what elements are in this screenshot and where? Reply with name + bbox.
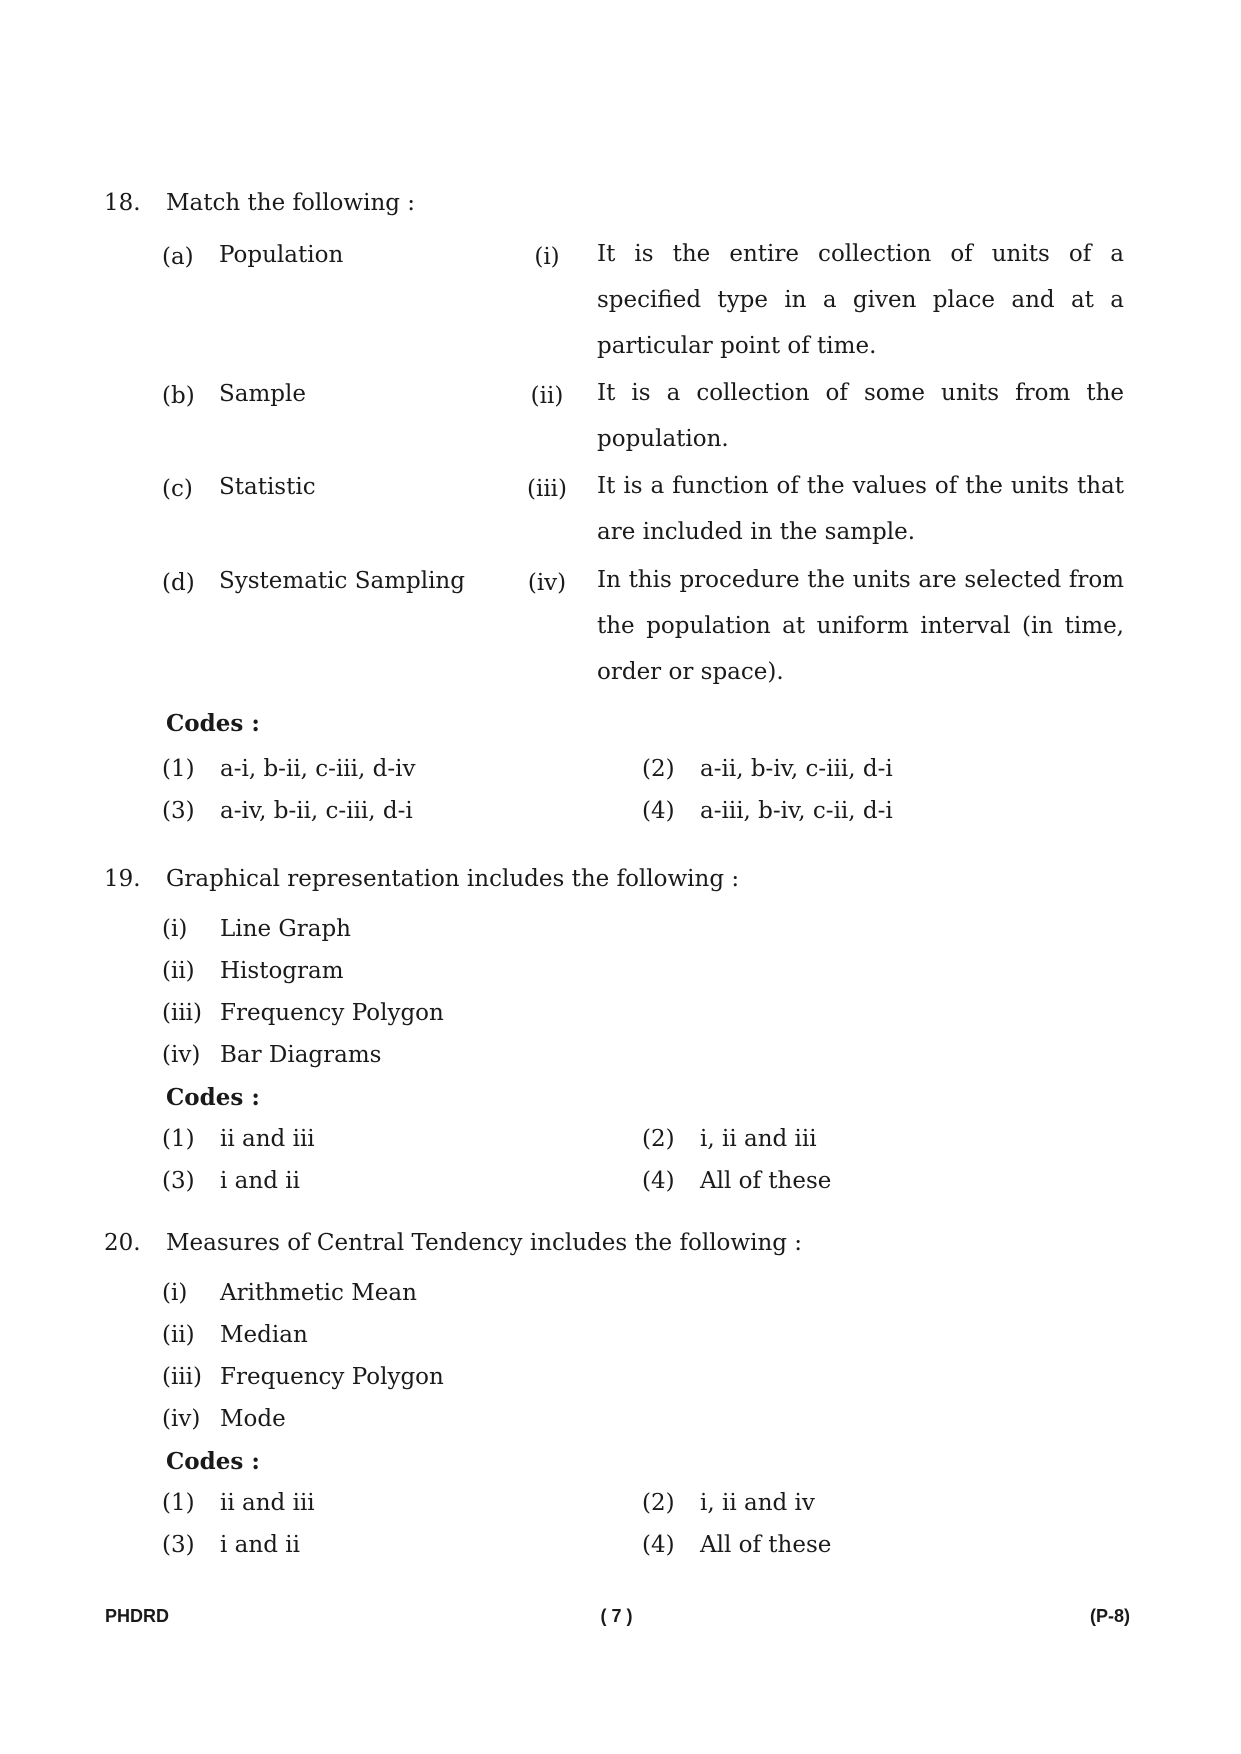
item-text: Line Graph (220, 916, 351, 942)
option-number: (2) (642, 1490, 675, 1516)
item-number: (iii) (162, 1364, 203, 1390)
option-text: ii and iii (220, 1490, 315, 1516)
match-letter: (b) (162, 383, 195, 409)
option-number: (2) (642, 1126, 675, 1152)
item-text: Frequency Polygon (220, 1364, 444, 1390)
match-roman: (ii) (530, 383, 564, 409)
option-text: ii and iii (220, 1126, 315, 1152)
option-number: (4) (642, 1168, 675, 1194)
question-text: Graphical representation includes the following : (166, 866, 740, 892)
match-roman: (iv) (527, 570, 567, 596)
item-number: (iv) (162, 1406, 201, 1432)
match-letter: (d) (162, 570, 195, 596)
item-number: (iii) (162, 1000, 203, 1026)
question-number: 20. (104, 1230, 141, 1256)
option-number: (1) (162, 1126, 195, 1152)
match-definition: It is a collection of some units from the population. (597, 380, 1124, 452)
option-text: i, ii and iii (700, 1126, 817, 1152)
option-number: (1) (162, 1490, 195, 1516)
match-roman: (iii) (526, 476, 567, 502)
item-number: (iv) (162, 1042, 201, 1068)
item-text: Median (220, 1322, 308, 1348)
match-letter: (c) (162, 476, 193, 502)
footer-code: PHDRD (105, 1606, 170, 1626)
option-text: a-iii, b-iv, c-ii, d-i (700, 798, 893, 824)
option-number: (3) (162, 1168, 195, 1194)
question-number: 19. (104, 866, 141, 892)
item-text: Arithmetic Mean (220, 1280, 417, 1306)
option-text: a-i, b-ii, c-iii, d-iv (220, 756, 416, 782)
match-letter: (a) (162, 244, 194, 270)
question-text: Match the following : (166, 190, 416, 216)
option-text: All of these (700, 1532, 832, 1558)
page-number: ( 7 ) (600, 1606, 633, 1626)
match-definition: It is a function of the values of the units that are included in the sample. (597, 473, 1124, 545)
match-definition: It is the entire collection of units of a specified type in a given place and at a particular point of time. (597, 241, 1124, 359)
match-term: Population (219, 242, 344, 268)
item-number: (i) (162, 1280, 188, 1306)
item-text: Histogram (220, 958, 344, 984)
codes-label: Codes : (166, 710, 260, 737)
match-term: Systematic Sampling (219, 568, 465, 594)
footer-series: (P-8) (1090, 1606, 1130, 1626)
option-text: i, ii and iv (700, 1490, 815, 1516)
item-number: (ii) (162, 1322, 195, 1348)
item-number: (i) (162, 916, 188, 942)
option-number: (2) (642, 756, 675, 782)
match-definition: In this procedure the units are selected from the population at uniform interval (in time, order or space). (597, 567, 1124, 685)
option-number: (3) (162, 1532, 195, 1558)
option-text: a-iv, b-ii, c-iii, d-i (220, 798, 413, 824)
item-text: Bar Diagrams (220, 1042, 382, 1068)
item-number: (ii) (162, 958, 195, 984)
option-text: i and ii (220, 1532, 300, 1558)
option-number: (1) (162, 756, 195, 782)
option-number: (4) (642, 1532, 675, 1558)
question-text: Measures of Central Tendency includes the following : (166, 1230, 803, 1256)
match-term: Sample (219, 381, 306, 407)
match-roman: (i) (534, 244, 560, 270)
codes-label: Codes : (166, 1084, 260, 1111)
item-text: Mode (220, 1406, 286, 1432)
match-term: Statistic (219, 474, 316, 500)
option-number: (3) (162, 798, 195, 824)
item-text: Frequency Polygon (220, 1000, 444, 1026)
option-text: All of these (700, 1168, 832, 1194)
question-number: 18. (104, 190, 141, 216)
option-text: i and ii (220, 1168, 300, 1194)
option-number: (4) (642, 798, 675, 824)
option-text: a-ii, b-iv, c-iii, d-i (700, 756, 893, 782)
codes-label: Codes : (166, 1448, 260, 1475)
